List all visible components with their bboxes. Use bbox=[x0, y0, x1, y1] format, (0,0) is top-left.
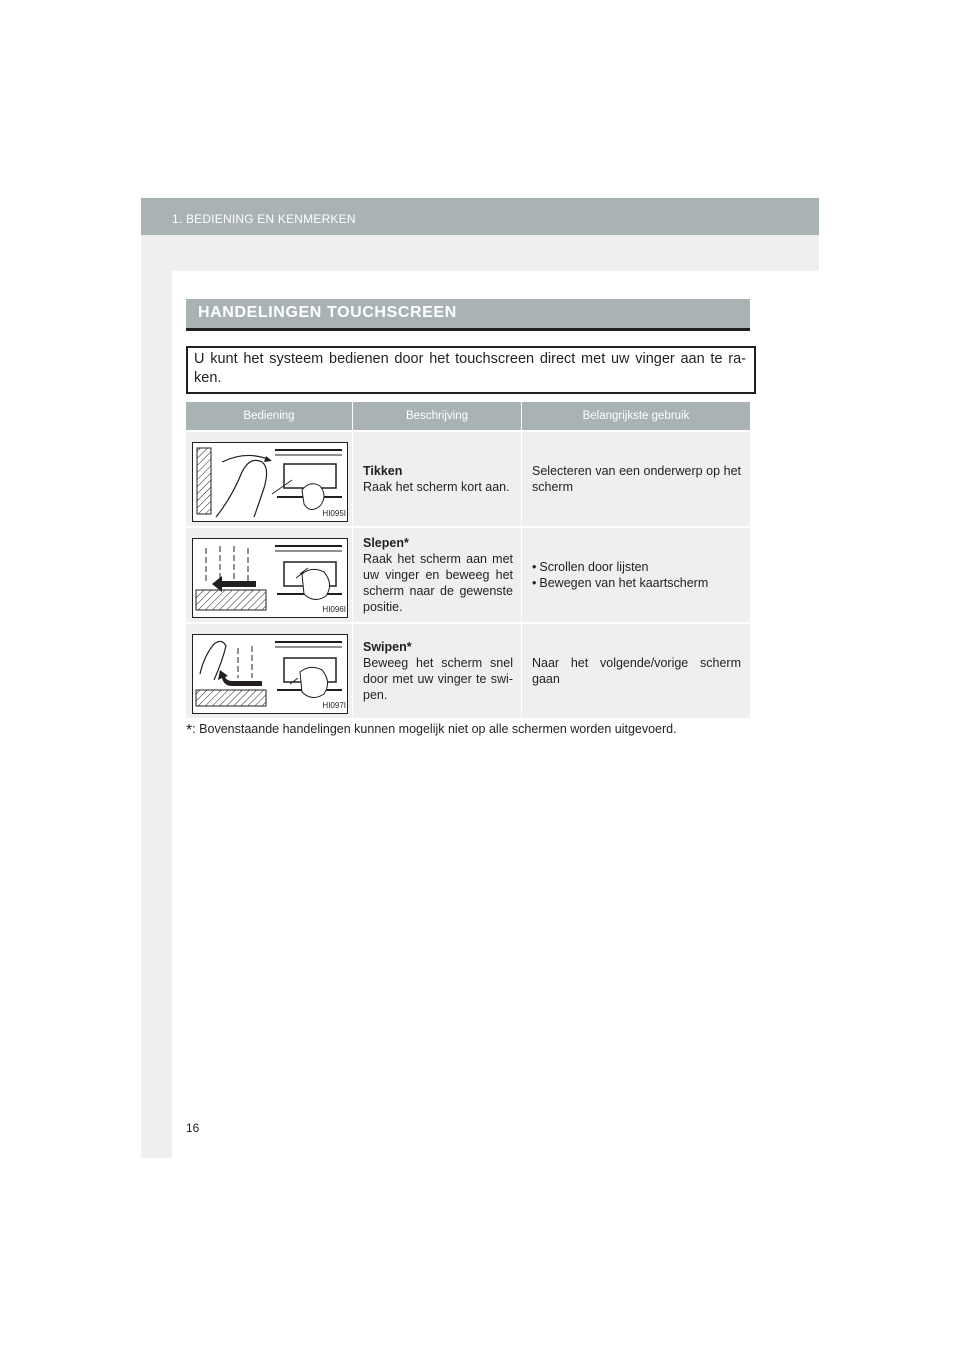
gesture-description: Raak het scherm kort aan. bbox=[363, 480, 510, 494]
section-rule bbox=[186, 328, 750, 331]
usage-cell bbox=[521, 432, 750, 526]
chapter-title: 1. BEDIENING EN KENMERKEN bbox=[172, 212, 356, 226]
table-row bbox=[186, 622, 750, 718]
illustration-code: HI096I bbox=[322, 605, 346, 614]
column-header-beschrijving: Beschrijving bbox=[352, 402, 521, 430]
usage-cell bbox=[521, 624, 750, 718]
illustration-code: HI095I bbox=[322, 509, 346, 518]
table-header bbox=[186, 402, 750, 430]
gesture-name: Slepen* bbox=[363, 536, 409, 550]
table-row bbox=[186, 430, 750, 526]
intro-line-2: ken. bbox=[194, 370, 222, 386]
intro-box bbox=[186, 346, 756, 394]
illustration-cell bbox=[186, 528, 352, 622]
gesture-name: Tikken bbox=[363, 464, 403, 478]
description-cell bbox=[352, 528, 521, 622]
usage-text: Selecteren van een onderwerp op het scherm bbox=[532, 464, 741, 494]
gesture-name: Swipen* bbox=[363, 640, 412, 654]
usage-bullet: • Scrollen door lijsten bbox=[532, 559, 741, 575]
gesture-table bbox=[186, 402, 750, 718]
footnote-marker: * bbox=[186, 722, 193, 739]
usage-text: Naar het volgende/vorige scherm gaan bbox=[532, 656, 741, 686]
illustration-code: HI097I bbox=[322, 701, 346, 710]
column-header-gebruik: Belangrijkste gebruik bbox=[521, 402, 750, 430]
footnote bbox=[186, 722, 677, 740]
section-title: HANDELINGEN TOUCHSCREEN bbox=[198, 304, 457, 321]
gesture-description: Raak het scherm aan met uw vinger en beweeg het scherm naar de gewenste positie. bbox=[363, 552, 513, 614]
column-header-bediening: Bediening bbox=[243, 410, 295, 422]
illustration-cell bbox=[186, 624, 352, 718]
description-cell bbox=[352, 624, 521, 718]
table-row bbox=[186, 526, 750, 622]
description-cell bbox=[352, 432, 521, 526]
page-number: 16 bbox=[186, 1121, 200, 1135]
footnote-text: : Bovenstaande handelingen kunnen mogelijk niet op alle schermen worden uitgevoerd. bbox=[192, 722, 677, 736]
usage-bullet: • Bewegen van het kaartscherm bbox=[532, 575, 741, 591]
gesture-description: Beweeg het scherm snel door met uw vinger te swi-pen. bbox=[363, 656, 513, 702]
intro-line-1: U kunt het systeem bedienen door het touchscreen direct met uw vinger aan te ra- bbox=[194, 351, 746, 367]
usage-cell bbox=[521, 528, 750, 622]
illustration-cell bbox=[186, 432, 352, 526]
